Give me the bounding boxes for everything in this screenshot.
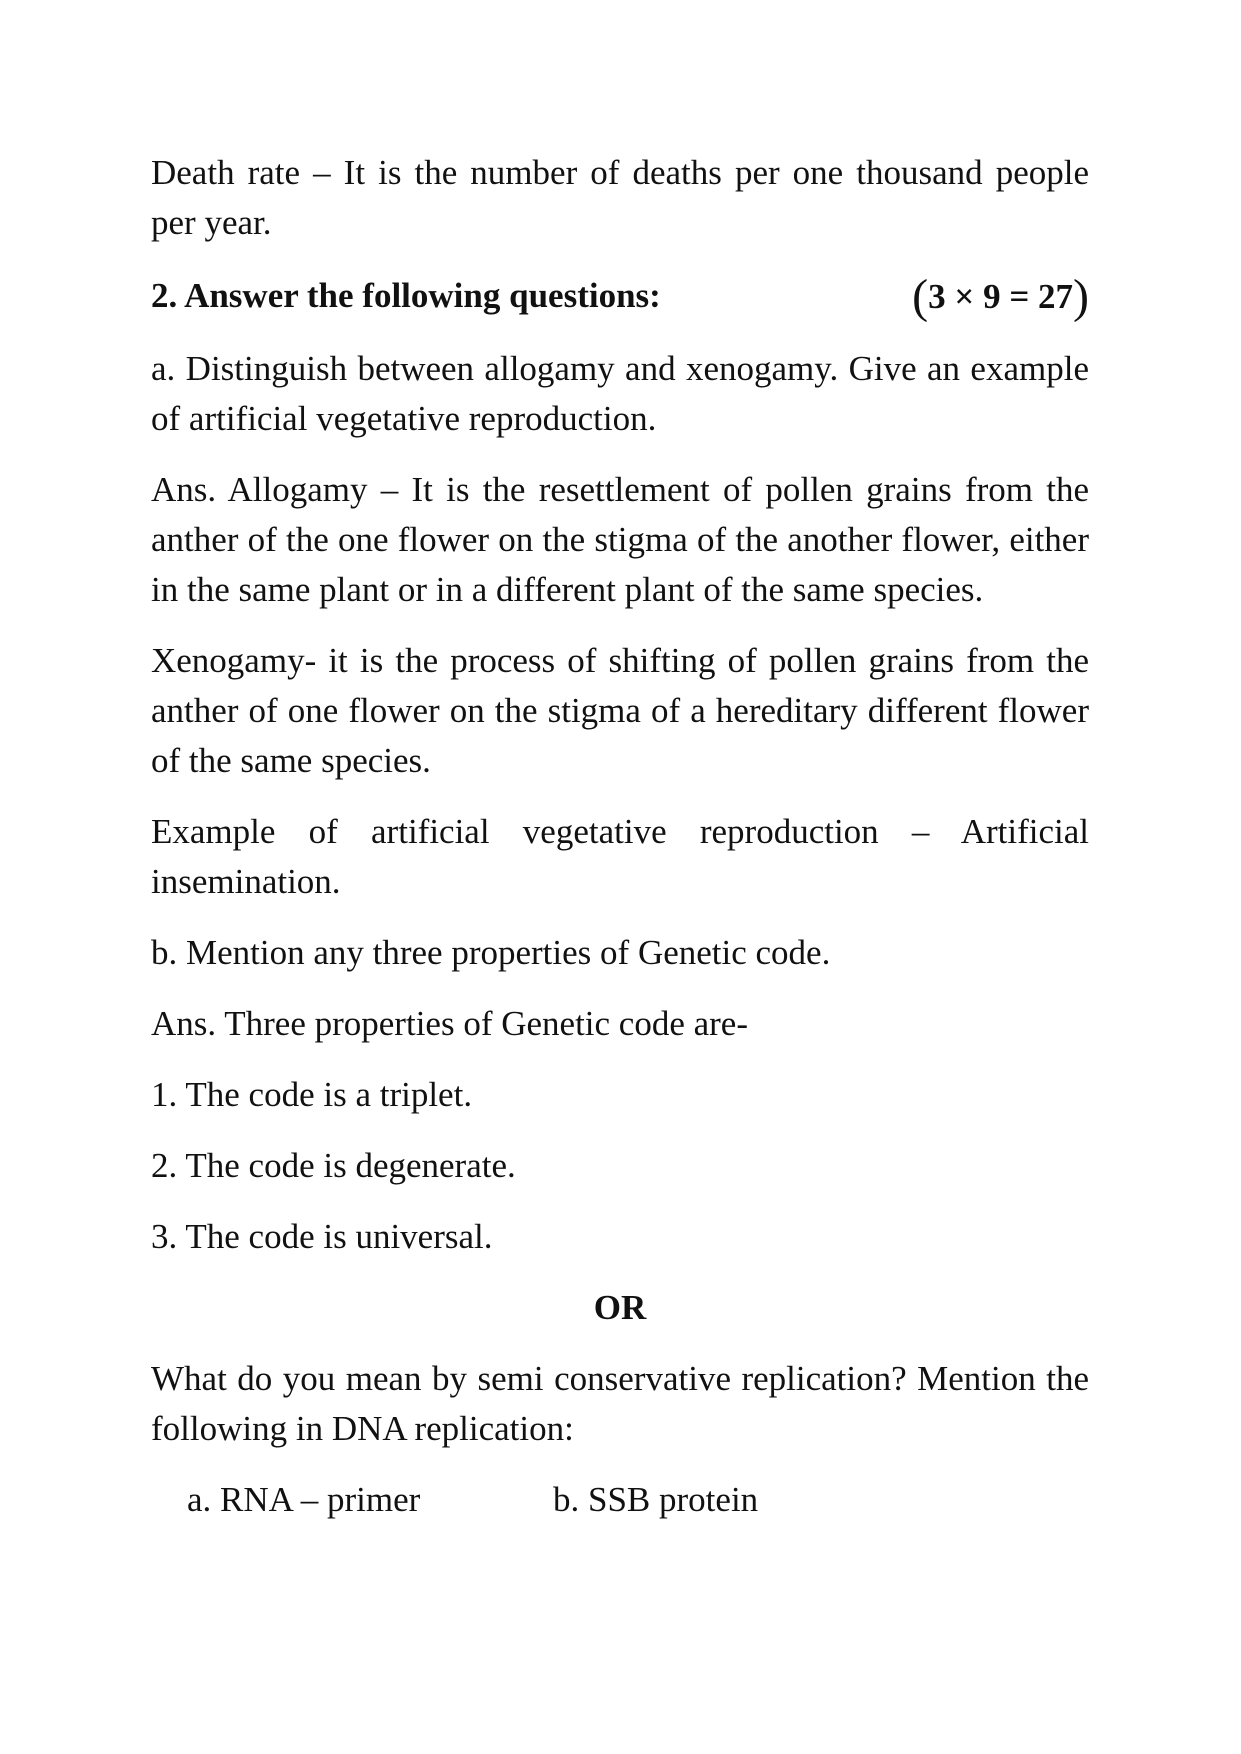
answer-allogamy: Ans. Allogamy – It is the resettlement of pollen grains from the anther of the one flower on the stigma of the another flower, either in the same plant or in a different plant of the same species. [151, 470, 1089, 609]
marks-close-paren: ) [1073, 269, 1089, 323]
alternative-question: What do you mean by semi conservative replication? Mention the following in DNA replication: [151, 1359, 1089, 1448]
death-rate-definition: Death rate – It is the number of deaths per one thousand people per year. [151, 153, 1089, 242]
marks-expression: 3 × 9 = 27 [928, 276, 1074, 316]
subpart-ssb-protein: b. SSB protein [553, 1480, 759, 1519]
section-heading [151, 269, 1089, 323]
answer-example: Example of artificial vegetative reproduction – Artificial insemination. [151, 812, 1089, 901]
question-b: b. Mention any three properties of Genetic code. [151, 933, 831, 972]
list-item: 3. The code is universal. [151, 1217, 493, 1256]
answer-b-intro: Ans. Three properties of Genetic code are- [151, 1004, 748, 1043]
marks-open-paren: ( [912, 269, 929, 323]
alternative-subparts [151, 1475, 1089, 1525]
marks-allocation [912, 269, 1089, 324]
or-separator: OR [593, 1288, 647, 1327]
section-title: 2. Answer the following questions: [151, 276, 661, 315]
list-item: 2. The code is degenerate. [151, 1146, 516, 1185]
list-item: 1. The code is a triplet. [151, 1075, 473, 1114]
answer-xenogamy: Xenogamy- it is the process of shifting of pollen grains from the anther of one flower on the stigma of a hereditary different flower of the same species. [151, 641, 1089, 780]
subpart-rna-primer: a. RNA – primer [187, 1480, 421, 1519]
question-a: a. Distinguish between allogamy and xenogamy. Give an example of artificial vegetative reproduction. [151, 349, 1089, 438]
document-page [151, 148, 1089, 1525]
